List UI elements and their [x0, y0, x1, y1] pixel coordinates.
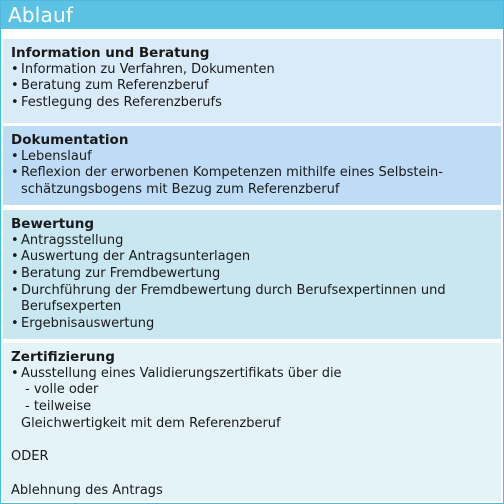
section-dokumentation — [3, 126, 501, 205]
list-item: • Reflexion der erworbenen Kompetenzen mithilfe eines Selbstein- — [11, 165, 493, 182]
alternative-outcome: Ablehnung des Antrags — [11, 483, 163, 499]
section-bewertung — [3, 210, 501, 339]
list-item: • Ergebnisauswertung — [11, 316, 493, 333]
list-item: • Festlegung des Referenzberufs — [11, 95, 493, 112]
list-item-continuation: schätzungsbogens mit Bezug zum Referenzberuf — [21, 181, 340, 197]
list-item-continuation: Gleichwertigkeit mit dem Referenzberuf — [21, 415, 281, 431]
section-zertifizierung — [3, 343, 501, 501]
sub-item-teilweise: - teilweise — [25, 398, 92, 414]
bullet-list — [11, 366, 493, 383]
section-heading: Zertifizierung — [11, 349, 115, 365]
list-item-continuation: Berufsexperten — [21, 299, 122, 315]
list-item: • Durchführung der Fremdbewertung durch Berufsexpertinnen und — [11, 283, 493, 300]
sub-item-voll: - volle oder — [25, 382, 99, 398]
bullet-list — [11, 316, 493, 333]
section-heading: Dokumentation — [11, 132, 129, 148]
panel-title: Ablauf — [1, 1, 503, 29]
bullet-list — [11, 149, 493, 182]
list-item: • Beratung zum Referenzberuf — [11, 78, 493, 95]
list-item: • Auswertung der Antragsunterlagen — [11, 249, 493, 266]
section-information-beratung — [3, 39, 501, 123]
oder-label: ODER — [11, 449, 49, 465]
list-item: • Lebenslauf — [11, 149, 493, 166]
list-item: • Ausstellung eines Validierungszertifikats über die — [11, 366, 493, 383]
bullet-list — [11, 233, 493, 300]
section-heading: Information und Beratung — [11, 45, 210, 61]
list-item: • Information zu Verfahren, Dokumenten — [11, 62, 493, 79]
list-item: • Antragsstellung — [11, 233, 493, 250]
list-item: • Beratung zur Fremdbewertung — [11, 266, 493, 283]
bullet-list — [11, 62, 493, 112]
section-heading: Bewertung — [11, 216, 95, 232]
